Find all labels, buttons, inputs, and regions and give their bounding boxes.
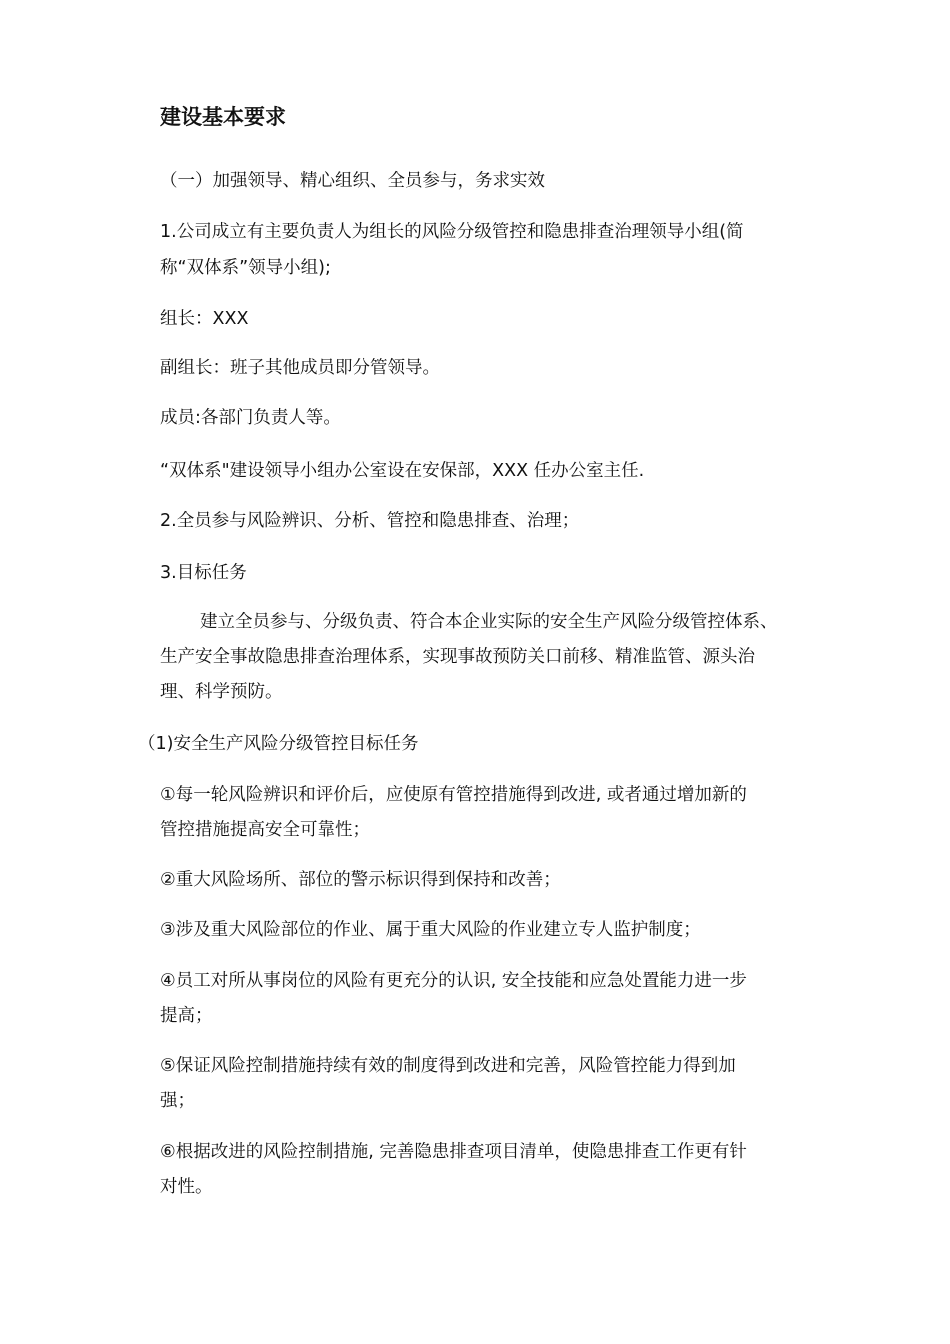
list-item-continuation: 提高； bbox=[160, 1006, 213, 1026]
list-item-text: 涉及重大风险部位的作业、属于重大风险的作业建立专人监护制度； bbox=[175, 920, 701, 940]
subsection-heading: （1)安全生产风险分级管控目标任务 bbox=[138, 734, 419, 754]
list-item bbox=[160, 787, 747, 805]
paragraph-line: 生产安全事故隐患排查治理体系，实现事故预防关口前移、精准监管、源头治 bbox=[160, 647, 755, 667]
paragraph-line: 1.公司成立有主要负责人为组长的风险分级管控和隐患排查治理领导小组(简 bbox=[160, 222, 744, 242]
list-item-continuation: 强； bbox=[160, 1091, 195, 1111]
list-item-text: 保证风险控制措施持续有效的制度得到改进和完善，风险管控能力得到加 bbox=[175, 1056, 736, 1076]
list-item bbox=[160, 1144, 747, 1162]
members-line: 成员:各部门负责人等。 bbox=[160, 408, 341, 428]
circled-number: ⑥ bbox=[160, 1142, 176, 1162]
list-item-continuation: 对性。 bbox=[160, 1177, 213, 1197]
circled-number: ② bbox=[160, 870, 176, 890]
paragraph-line: 称“双体系”领导小组); bbox=[160, 258, 331, 278]
list-item bbox=[160, 1058, 736, 1076]
office-line: “双体系"建设领导小组办公室设在安保部，XXX 任办公室主任. bbox=[160, 461, 645, 481]
leader-line: 组长：XXX bbox=[160, 309, 249, 329]
circled-number: ③ bbox=[160, 920, 176, 940]
circled-number: ④ bbox=[160, 971, 176, 991]
list-item: 2.全员参与风险辨识、分析、管控和隐患排查、治理； bbox=[160, 511, 580, 531]
list-item-text: 根据改进的风险控制措施, 完善隐患排查项目清单，使隐患排查工作更有针 bbox=[175, 1142, 747, 1162]
list-item bbox=[160, 922, 701, 940]
paragraph-line: 理、科学预防。 bbox=[160, 682, 283, 702]
section-heading: （一）加强领导、精心组织、全员参与，务求实效 bbox=[160, 171, 545, 191]
circled-number: ⑤ bbox=[160, 1056, 176, 1076]
deputy-leader-line: 副组长：班子其他成员即分管领导。 bbox=[160, 358, 440, 378]
list-item bbox=[160, 973, 747, 991]
paragraph-line: 建立全员参与、分级负责、符合本企业实际的安全生产风险分级管控体系、 bbox=[200, 612, 778, 632]
list-item-text: 重大风险场所、部位的警示标识得到保持和改善； bbox=[175, 870, 561, 890]
document-title: 建设基本要求 bbox=[160, 105, 286, 129]
list-item-text: 员工对所从事岗位的风险有更充分的认识, 安全技能和应急处置能力进一步 bbox=[175, 971, 747, 991]
list-item bbox=[160, 872, 561, 890]
list-item-continuation: 管控措施提高安全可靠性； bbox=[160, 820, 370, 840]
list-item-text: 每一轮风险辨识和评价后，应使原有管控措施得到改进, 或者通过增加新的 bbox=[175, 785, 747, 805]
circled-number: ① bbox=[160, 785, 176, 805]
list-item: 3.目标任务 bbox=[160, 563, 247, 583]
